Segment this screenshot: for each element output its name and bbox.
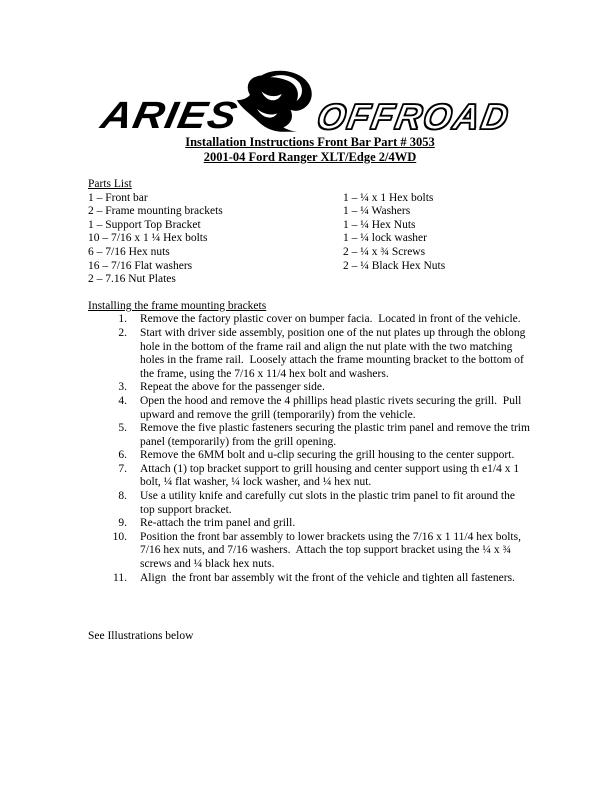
step-text: Align the front bar assembly wit the front of the vehicle and tighten all fasteners. [140,571,515,584]
part-item: 1 – ¼ Washers [343,205,411,218]
part-item: 2 – Frame mounting brackets [88,205,223,218]
installation-steps [88,313,532,585]
installation-step [88,313,532,327]
step-text: Use a utility knife and carefully cut slots in the plastic trim panel to fit around the top support bracket. [140,490,518,516]
part-item: 1 – Support Top Bracket [88,218,201,231]
part-item: 1 – ¼ Hex Nuts [343,218,416,231]
installation-heading: Installing the frame mounting brackets [88,299,267,312]
step-number: 4. [118,394,127,407]
part-item: 2 – 7.16 Nut Plates [88,273,176,286]
step-number: 3. [118,381,127,394]
step-text: Start with driver side assembly, position one of the nut plates up through the oblong hole in the bottom of the frame rail and align the nut plate with the two matching holes in the frame rail. Loosely attach the frame mounting bracket to the bottom of the frame, using the 7/16 x 11/4 hex bolt and washers. [140,326,529,380]
step-text: Attach (1) top bracket support to grill housing and center support using th e1/4 x 1 bolt, ¼ flat washer, ¼ lock washer, and ¼ hex nut. [140,462,522,489]
illustrations-note: See Illustrations below [88,630,194,643]
part-item: 1 – ¼ x 1 Hex bolts [343,191,434,204]
installation-step [88,463,532,490]
installation-step [88,395,532,422]
part-item: 6 – 7/16 Hex nuts [88,245,170,258]
parts-list-columns [88,192,532,287]
part-item: 1 – ¼ lock washer [343,232,427,245]
part-item: 10 – 7/16 x 1 ¼ Hex bolts [88,232,208,245]
part-item: 2 – ¼ Black Hex Nuts [343,259,446,272]
step-text: Re-attach the trim panel and grill. [140,517,296,530]
parts-list-heading: Parts List [88,178,132,190]
parts-list-left-column [88,192,343,287]
step-number: 5. [118,422,127,435]
installation-step [88,449,532,463]
step-number: 7. [118,462,127,475]
installation-section [88,300,532,585]
document-title: Installation Instructions Front Bar Part # 3053 [185,135,435,149]
step-text: Remove the 6MM bolt and u-clip securing the grill housing to the center support. [140,449,515,462]
step-number: 9. [118,517,127,530]
installation-step [88,490,532,517]
step-number: 10. [112,530,127,543]
installation-step [88,327,532,381]
step-text: Remove the factory plastic cover on bumper facia. Located in front of the vehicle. [140,313,521,326]
parts-list-right-column [343,192,445,287]
document-subtitle: 2001-04 Ford Ranger XLT/Edge 2/4WD [203,150,417,164]
parts-list-section [88,178,532,287]
installation-step [88,517,532,531]
step-text: Repeat the above for the passenger side. [140,381,325,394]
step-number: 6. [118,449,127,462]
installation-step [88,531,532,572]
step-number: 11. [113,571,127,584]
step-text: Open the hood and remove the 4 phillips head plastic rivets securing the grill. Pull upward and remove the grill (temporarily) from the vehicle. [140,394,525,421]
part-item: 1 – Front bar [88,191,148,204]
part-item: 2 – ¼ x ¾ Screws [343,245,426,258]
step-number: 8. [118,490,127,503]
aries-wordmark: ARIES [97,95,242,137]
step-number: 1. [118,313,127,326]
part-item: 16 – 7/16 Flat washers [88,259,193,272]
offroad-wordmark: OFFROAD [313,96,513,137]
step-text: Remove the five plastic fasteners securing the plastic trim panel and remove the trim panel (temporarily) from the grill opening. [140,422,533,448]
aries-offroad-logo [88,70,532,137]
installation-step [88,422,532,449]
installation-step [88,381,532,395]
installation-step [88,572,532,586]
step-number: 2. [118,326,127,339]
ram-head-icon [235,70,323,132]
step-text: Position the front bar assembly to lower brackets using the 7/16 x 1 11/4 hex bolts, 7/16 hex nuts, and 7/16 washers. Attach the top support bracket using the ¼ x ¾ screws and ¼ black hex nuts. [140,530,524,571]
